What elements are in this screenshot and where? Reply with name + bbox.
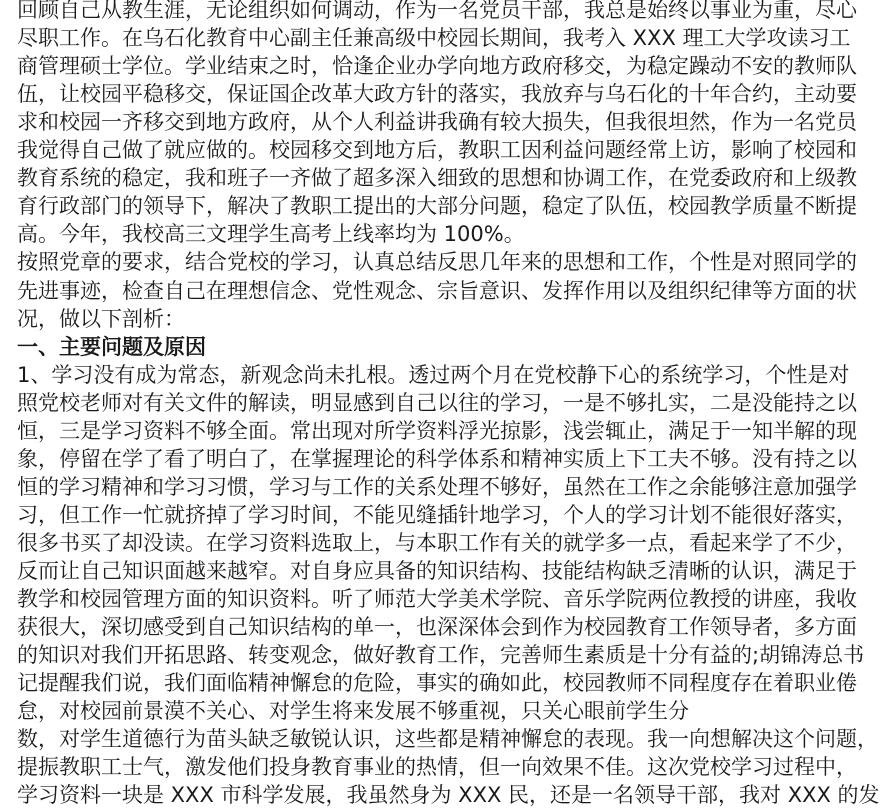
text-line: 我觉得自己做了就应做的。校园移交到地方后，教职工因利益问题经常上访，影响了校园和 [17,138,857,163]
section-heading: 一、主要问题及原因 [17,334,206,359]
text-line: 商管理硕士学位。学业结束之时，恰逢企业办学向地方政府移交，为稳定躁动不安的教师队 [17,54,857,79]
text-line: 获很大，深切感受到自己知识结构的单一，也深深体会到作为校园教育工作领导者，多方面 [17,615,857,640]
text-line: 恒的学习精神和学习习惯，学习与工作的关系处理不够好，虽然在工作之余能够注意加强学 [17,474,857,499]
text-line: 记提醒我们说，我们面临精神懈怠的危险，事实的确如此，校园教师不同程度存在着职业倦 [17,671,857,696]
text-line: 很多书买了却没读。在学习资料选取上，与本职工作有关的就学多一点，看起来学了不少， [17,530,857,555]
text-line: 数，对学生道德行为苗头缺乏敏锐认识，这些都是精神懈怠的表现。我一向想解决这个问题， [17,727,878,752]
text-line: 学习资料一块是 XXX 市科学发展，我虽然身为 XXX 民，还是一名领导干部，我对 XXX 的发 [17,783,880,808]
text-line: 尽职工作。在乌石化教育中心副主任兼高级中校园长期间，我考入 XXX 理工大学攻读习工 [17,26,851,51]
text-line: 1、学习没有成为常态，新观念尚未扎根。透过两个月在党校静下心的系统学习，个性是对 [17,362,850,387]
text-line: 高。今年，我校高三文理学生高考上线率均为 100%。 [17,222,525,247]
text-line: 习，但工作一忙就挤掉了学习时间，不能见缝插针地学习，个人的学习计划不能很好落实， [17,502,857,527]
text-line: 照党校老师对有关文件的解读，明显感到自己以往的学习，一是不够扎实，二是没能持之以 [17,390,857,415]
text-line: 怠，对校园前景漠不关心、对学生将来发展不够重视，只关心眼前学生分 [17,699,689,724]
text-line: 先进事迹，检查自己在理想信念、党性观念、宗旨意识、发挥作用以及组织纪律等方面的状 [17,278,857,303]
text-line: 伍，让校园平稳移交，保证国企改革大政方针的落实，我放弃与乌石化的十年合约，主动要 [17,82,857,107]
text-line: 回顾自己从教生涯，无论组织如何调动，作为一名党员干部，我总是始终以事业为重，尽心 [17,0,857,22]
text-line: 恒，三是学习资料不够全面。常出现对所学资料浮光掠影，浅尝辄止，满足于一知半解的现 [17,418,857,443]
text-line: 教育系统的稳定，我和班子一齐做了超多深入细致的思想和协调工作，在党委政府和上级教 [17,166,857,191]
text-line: 育行政部门的领导下，解决了教职工提出的大部分问题，稳定了队伍，校园教学质量不断提 [17,194,857,219]
text-line: 教学和校园管理方面的知识资料。听了师范大学美术学院、音乐学院两位教授的讲座，我收 [17,587,857,612]
text-line: 的知识对我们开拓思路、转变观念，做好教育工作，完善师生素质是十分有益的;胡锦涛总书 [17,643,865,668]
text-line: 反而让自己知识面越来越窄。对自身应具备的知识结构、技能结构缺乏清晰的认识，满足于 [17,559,857,583]
text-line: 象，停留在学了看了明白了，在掌握理论的科学体系和精神实质上下工夫不够。没有持之以 [17,446,857,471]
text-line: 按照党章的要求，结合党校的学习，认真总结反思几年来的思想和工作，个性是对照同学的 [17,250,857,275]
text-line: 求和校园一齐移交到地方政府，从个人利益讲我确有较大损失，但我很坦然，作为一名党员 [17,110,857,135]
text-line: 况，做以下剖析： [17,306,185,331]
text-line: 提振教职工士气，激发他们投身教育事业的热情，但一向效果不佳。这次党校学习过程中， [17,755,857,780]
